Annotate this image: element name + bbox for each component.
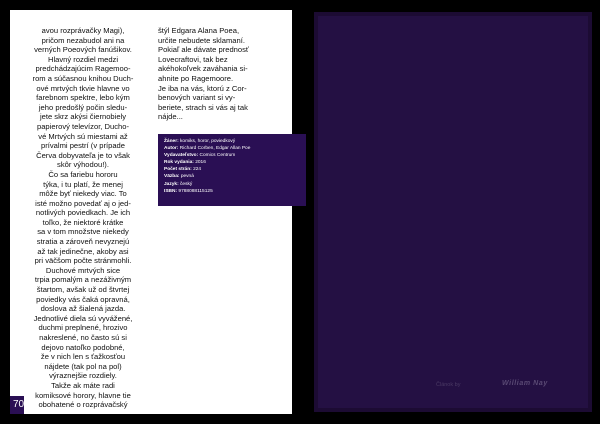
text-line: prívalmi pestrí (v prípade (41, 141, 125, 151)
info-value: Richard Corben, Edgar Allan Poe (179, 146, 251, 152)
text-line: avou rozprávačky Magi), (41, 26, 125, 35)
text-line: akéhokoľvek zaváhania si- (158, 64, 248, 74)
text-line: stratia a zároveň nevyznejú (36, 237, 130, 247)
text-line: pričom nezabudol ani na (41, 35, 125, 45)
text-line: Pokiaľ ale dávate prednosť (158, 45, 249, 55)
info-key: Väzba: (164, 174, 180, 180)
text-line: isté možno povedať aj o jed- (35, 198, 131, 208)
info-value: 224 (193, 167, 202, 173)
text-line: toľko, že niektoré krátke (42, 217, 124, 227)
text-line: ahnite po Ragemoore. (158, 73, 234, 83)
info-row (164, 188, 300, 195)
text-line: jete skrz akýsi čiernobiely (39, 112, 127, 122)
text-line: týka, i tu platí, že menej (43, 179, 123, 189)
text-line: farebnom spektre, lebo kým (36, 93, 130, 103)
text-line: až tak jedinečne, akoby asi (37, 246, 129, 256)
info-row (164, 166, 300, 173)
info-row (164, 159, 300, 166)
text-line: Čo sa fariebu hororu (48, 169, 118, 179)
page-number: 70 (13, 399, 25, 410)
info-key: Jazyk: (164, 181, 179, 187)
text-line: vé Mrtvých sú miestami až (38, 131, 128, 141)
text-line: že v nich len s ťažkosťou (40, 352, 126, 362)
text-line: Červa dobyvateľa je to však (36, 150, 130, 160)
text-line: Duchové mrtvých sice (45, 265, 121, 275)
text-line: môže byť niekedy viac. To (39, 189, 127, 199)
text-line: Lovecraftovi, tak bez (158, 54, 228, 64)
text-line: štartom, avšak už od štvrtej (36, 285, 130, 295)
text-line: ové mrtvých tkvie hlavne vo (36, 83, 130, 93)
info-value: 2016 (195, 160, 206, 166)
text-line: sa v tom množstve niekedy (37, 227, 129, 237)
left-page (10, 10, 292, 414)
info-row (164, 145, 300, 152)
info-value: Comics Centrum (199, 153, 236, 159)
info-key: Žáner: (164, 139, 179, 144)
text-line: Je iba na vás, ktorú z Cor- (158, 83, 247, 93)
info-value: pevná (180, 174, 194, 180)
article-column-left (18, 26, 148, 410)
info-key: Počet strán: (164, 167, 192, 173)
text-line: duchmi preplnené, hrozivo (38, 323, 128, 333)
text-line: určite nebudete sklamaní. (158, 35, 245, 45)
text-line: rom a súčasnou knihou Duch- (32, 73, 134, 83)
text-line: Takže ak máte radi (51, 380, 115, 390)
text-line: beriete, strach si vás aj tak (158, 102, 248, 112)
text-line: skôr výhodou!). (57, 160, 109, 170)
right-page (312, 10, 594, 414)
text-line: poviedky vás čaká opravná, (36, 294, 130, 304)
info-key: Autor: (164, 146, 179, 152)
info-row (164, 181, 300, 188)
text-line: verných Poeových fanúšikov. (34, 45, 132, 55)
text-line: dejovo natoľko podobné, (41, 342, 125, 352)
text-line: komiksové horory, hlavne tie (35, 390, 131, 400)
text-line: výraznejšie rozdiely. (49, 371, 117, 381)
text-line: nájdete (tak pol na pol) (44, 361, 122, 371)
text-line: doslova až šialená jazda. (40, 304, 126, 314)
text-line: obohatené o rozprávačský (38, 400, 128, 410)
text-line: jeho predošlý počin sledu- (38, 102, 128, 112)
text-line: trpia pomalým a nezáživným (34, 275, 132, 285)
info-key: Rok vydania: (164, 160, 194, 166)
right-page-panel (318, 16, 588, 408)
credit-author: William Nay (502, 380, 548, 387)
book-info-box (158, 134, 306, 206)
info-key: ISBN: (164, 188, 178, 194)
text-line: notlivých poviedkach. Je ich (35, 208, 131, 218)
info-row (164, 138, 300, 145)
text-line: Hlavný rozdiel medzi (47, 54, 119, 64)
text-line: pri väčšom počte stránmohli. (34, 256, 132, 266)
text-line: Jednotlivé diela sú vyvážené, (33, 313, 133, 323)
info-row (164, 173, 300, 180)
info-key: Vydavateľstvo: (164, 153, 199, 159)
info-value: komiks, horor, poviedkový (180, 139, 236, 144)
text-line: nájde... (158, 112, 183, 122)
text-line: nakreslené, no často sú si (39, 333, 127, 342)
info-row (164, 152, 300, 159)
text-line: štýl Edgara Alana Poea, (158, 26, 240, 35)
info-value: český (180, 181, 193, 187)
text-line: papierový televízor, Ducho- (36, 121, 129, 131)
credit-label: Článok by (436, 382, 461, 388)
article-column-right (158, 26, 286, 122)
info-value: 9788088115125 (178, 188, 213, 194)
text-line: benových variant si vy- (158, 93, 236, 103)
text-line: predchádzajúcim Ragemoo- (35, 64, 131, 74)
